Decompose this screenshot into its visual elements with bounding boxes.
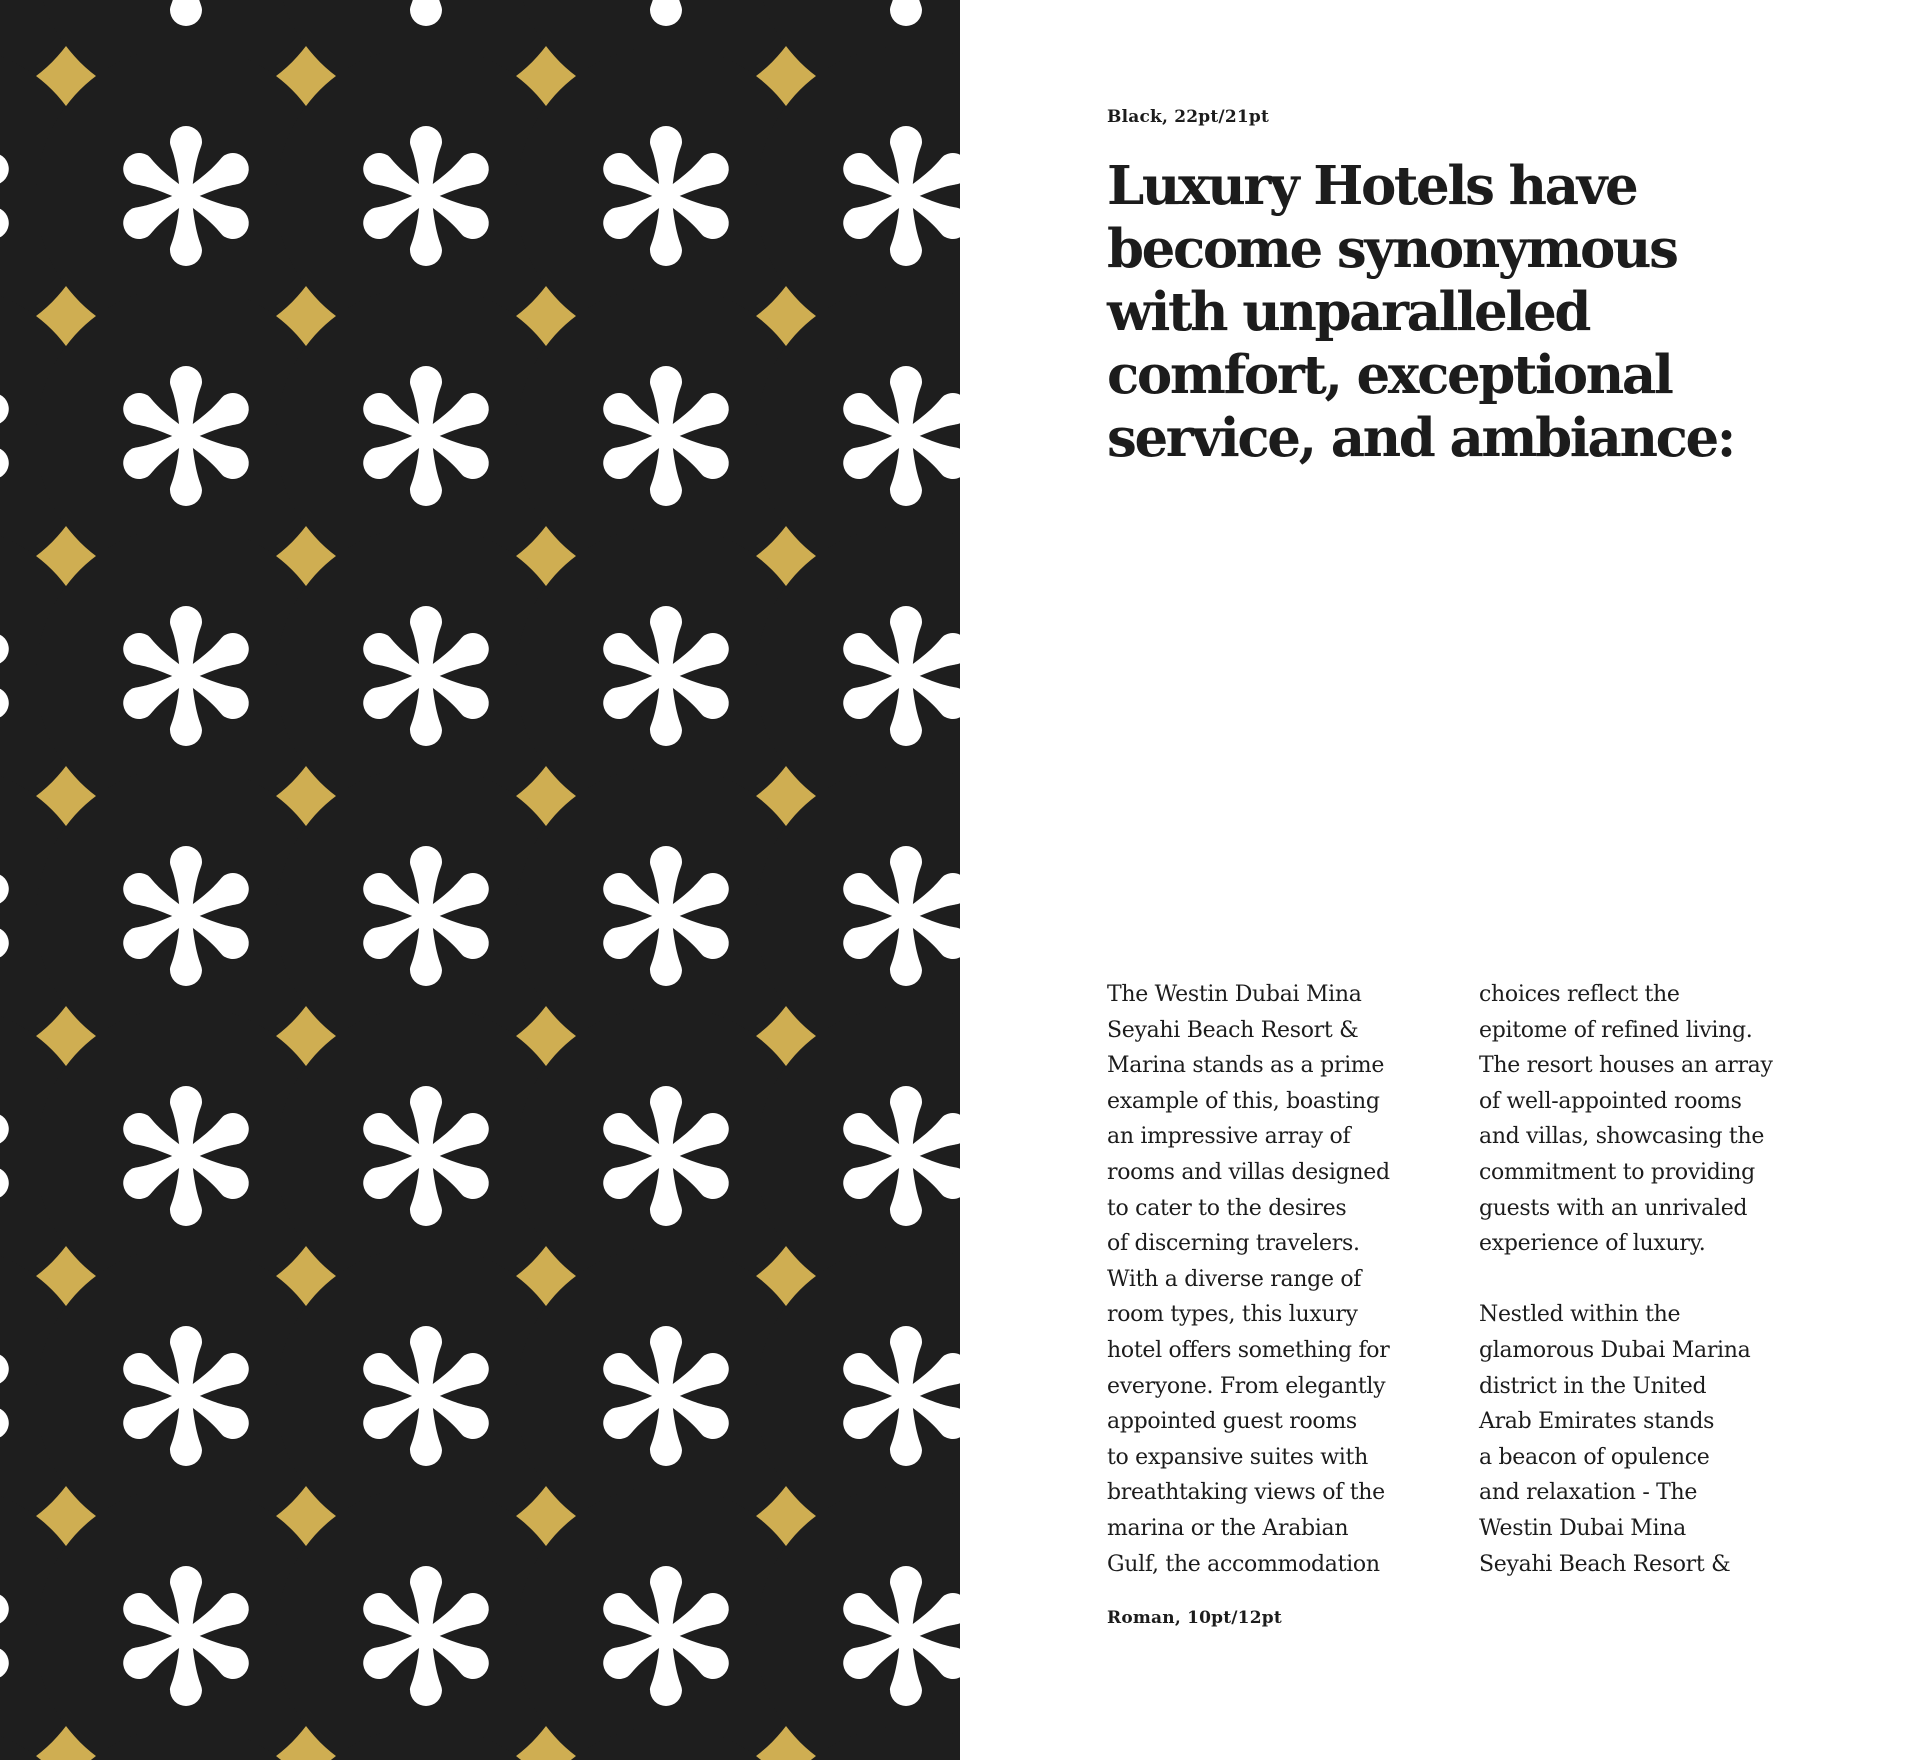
body-line: Marina stands as a prime [1107,1053,1385,1079]
flower-center [417,1147,435,1165]
body-line: marina or the Arabian [1107,1515,1349,1541]
body-line: choices reflect the [1479,982,1680,1007]
body-line: everyone. From elegantly [1107,1373,1386,1399]
flower-center [657,1147,675,1165]
body-line: rooms and villas designed [1107,1159,1390,1185]
flower-center [897,667,915,685]
body-line: breathtaking views of the [1107,1480,1385,1506]
flower-center [897,1147,915,1165]
body-line: a beacon of opulence [1479,1444,1710,1470]
headline-spec-caption: Black, 22pt/21pt [1107,107,1270,127]
body-line: Westin Dubai Mina [1479,1515,1686,1541]
body-line: to cater to the desires [1107,1195,1347,1221]
body-line: Gulf, the accommodation [1107,1551,1380,1577]
headline-line: Luxury Hotels have [1107,155,1637,217]
body-line: With a diverse range of [1107,1266,1362,1292]
body-line: of discerning travelers. [1107,1231,1360,1257]
body-line: to expansive suites with [1107,1444,1368,1470]
flower-center [657,907,675,925]
flower-center [177,187,195,205]
body-line: hotel offers something for [1107,1337,1390,1363]
body-line: glamorous Dubai Marina [1479,1337,1751,1363]
flower-center [897,427,915,445]
body-line: Seyahi Beach Resort & [1107,1017,1359,1043]
body-line: epitome of refined living. [1479,1017,1753,1043]
body-line: and villas, showcasing the [1479,1124,1765,1150]
flower-center [177,1627,195,1645]
body-line: room types, this luxury [1107,1302,1358,1328]
paragraph-gap [1479,1262,1829,1298]
flower-center [417,1387,435,1405]
flower-center [417,427,435,445]
flower-center [177,1387,195,1405]
flower-center [417,1627,435,1645]
body-column-right [1479,977,1829,1582]
body-line: experience of luxury. [1479,1231,1706,1257]
body-line: The Westin Dubai Mina [1107,982,1362,1007]
headline-line: with unparalleled [1107,281,1590,343]
body-column-left [1107,977,1457,1582]
flower-center [657,427,675,445]
flower-center [897,1387,915,1405]
flower-center [897,187,915,205]
flower-center [177,907,195,925]
body-line: guests with an unrivaled [1479,1195,1748,1221]
flower-center [897,907,915,925]
body-line: an impressive array of [1107,1124,1351,1150]
flower-center [417,187,435,205]
flower-center [417,907,435,925]
body-line: commitment to providing [1479,1159,1755,1185]
body-line: Nestled within the [1479,1302,1681,1328]
flower-center [177,667,195,685]
body-line: of well-appointed rooms [1479,1088,1742,1114]
flower-center [657,187,675,205]
flower-center [417,667,435,685]
body-line: and relaxation - The [1479,1480,1698,1506]
flower-center [657,667,675,685]
body-spec-caption: Roman, 10pt/12pt [1107,1608,1282,1628]
headline-line: service, and ambiance: [1107,407,1734,469]
body-line: Arab Emirates stands [1479,1409,1715,1435]
flower-center [177,427,195,445]
flower-center [897,1627,915,1645]
headline [1107,155,1827,470]
body-line: district in the United [1479,1373,1707,1399]
headline-line: comfort, exceptional [1107,344,1672,406]
flower-center [177,1147,195,1165]
headline-line: become synonymous [1107,218,1677,280]
body-line: example of this, boasting [1107,1088,1380,1114]
text-panel [1107,0,1827,1760]
body-line: The resort houses an array [1479,1053,1773,1079]
flower-center [657,1387,675,1405]
flower-center [657,1627,675,1645]
body-line: Seyahi Beach Resort & [1479,1551,1731,1577]
body-line: appointed guest rooms [1107,1409,1357,1435]
